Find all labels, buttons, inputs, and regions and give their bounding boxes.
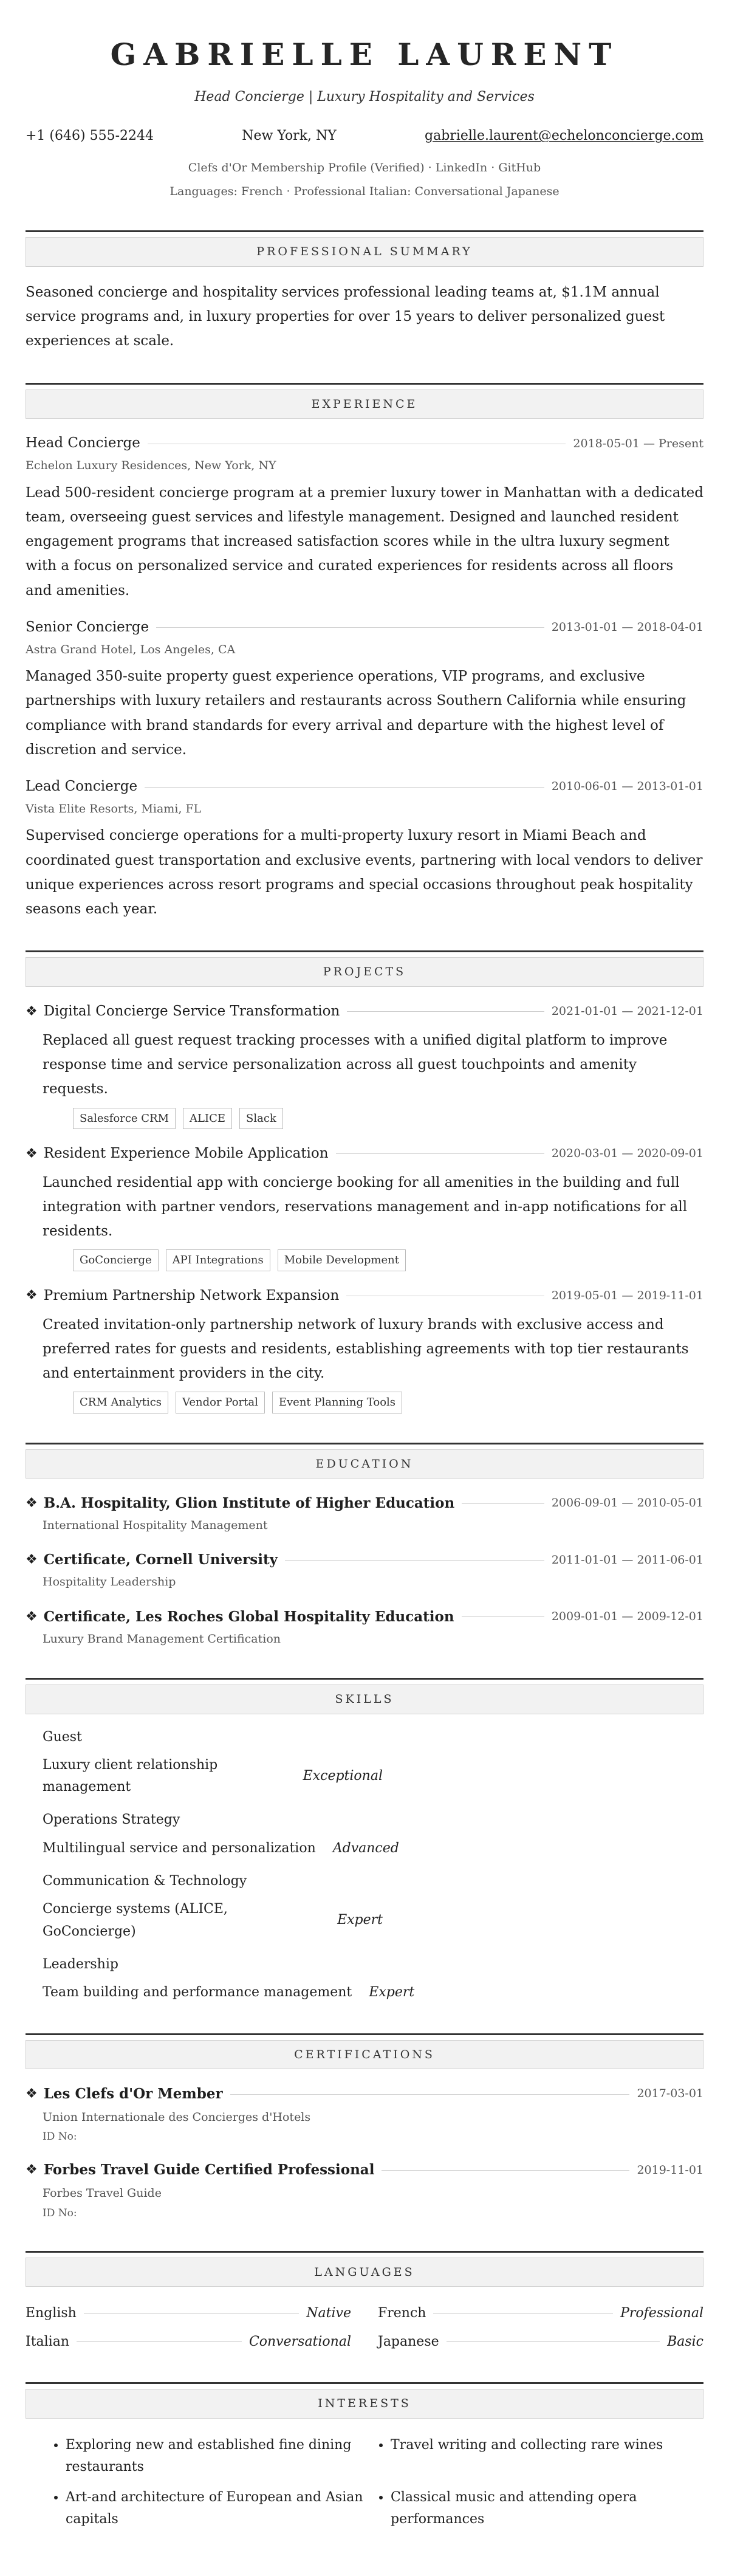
diamond-bullet-icon: ❖	[26, 2086, 38, 2101]
section-title: PROJECTS	[26, 957, 703, 987]
interest-item: • Exploring new and established fine dining restaurants	[66, 2434, 378, 2479]
experience-entry	[26, 432, 703, 603]
project-dates: 2021-01-01 — 2021-12-01	[551, 1005, 703, 1018]
language-name: Italian	[26, 2334, 70, 2349]
section-title: SKILLS	[26, 1685, 703, 1714]
languages-section	[26, 2251, 703, 2353]
certifications-section	[26, 2033, 703, 2222]
language-name: French	[378, 2306, 426, 2321]
education-entry	[26, 1606, 703, 1649]
education-dates: 2009-01-01 — 2009-12-01	[551, 1609, 703, 1623]
certification-date: 2019-11-01	[637, 2163, 703, 2177]
education-entry	[26, 1548, 703, 1592]
job-title: Head Concierge	[26, 435, 140, 452]
experience-section	[26, 383, 703, 922]
diamond-bullet-icon: ❖	[26, 1003, 38, 1019]
tech-tag: Mobile Development	[278, 1249, 406, 1271]
job-dates: 2018-05-01 — Present	[573, 436, 703, 450]
language-row	[378, 2331, 703, 2353]
job-description: Lead 500-resident concierge program at a premier luxury tower in Manhattan with a dedicated team, overseeing guest services and lifestyle management. Designed and launched resident engagement programs that increased satisfaction scores while in the ultra luxury segment with a focus on personalized service and curated experiences for residents across all floors and amenities.	[26, 484, 703, 599]
language-name: English	[26, 2306, 77, 2321]
skill-category: Communication & Technology	[43, 1874, 247, 1889]
education-dates: 2011-01-01 — 2011-06-01	[551, 1553, 703, 1567]
diamond-bullet-icon: ❖	[26, 1609, 38, 1624]
language-row	[378, 2303, 703, 2324]
skill-row	[43, 1898, 383, 1943]
project-description: Launched residential app with concierge booking for all amenities in the building and full integration with partner vendors, reservations management and in-app notifications for all residents.	[43, 1174, 688, 1240]
education-section	[26, 1443, 703, 1649]
diamond-bullet-icon: ❖	[26, 1552, 38, 1568]
skill-row	[43, 1754, 383, 1799]
company: Astra Grand Hotel, Los Angeles, CA	[26, 642, 236, 656]
skill-level: Expert	[337, 1912, 383, 1928]
project-name: Resident Experience Mobile Application	[43, 1145, 329, 1161]
certification-entry	[26, 2159, 703, 2221]
section-title: EDUCATION	[26, 1449, 703, 1479]
tech-tag: ALICE	[183, 1108, 232, 1129]
skill-category: Leadership	[43, 1956, 118, 1972]
languages-grid	[26, 2303, 703, 2353]
project-dates: 2019-05-01 — 2019-11-01	[551, 1288, 703, 1302]
education-dates: 2006-09-01 — 2010-05-01	[551, 1496, 703, 1510]
company: Vista Elite Resorts, Miami, FL	[26, 802, 202, 816]
candidate-name: GABRIELLE LAURENT	[110, 36, 619, 72]
certification-id: ID No:	[43, 2207, 77, 2219]
section-title: CERTIFICATIONS	[26, 2040, 703, 2070]
job-description: Supervised concierge operations for a multi-property luxury resort in Miami Beach and coordinated guest transportation and exclusive events, partnering with local vendors to deliver unique experiences across resort programs and special occasions throughout peak hospitality seasons each year.	[26, 828, 703, 918]
section-title: LANGUAGES	[26, 2258, 703, 2287]
diamond-bullet-icon: ❖	[26, 1145, 38, 1161]
certification-entry	[26, 2083, 703, 2145]
experience-entry	[26, 775, 703, 921]
language-name: Japanese	[378, 2334, 439, 2349]
job-title: Senior Concierge	[26, 619, 149, 635]
company: Echelon Luxury Residences, New York, NY	[26, 459, 276, 473]
skill-category: Guest	[43, 1729, 82, 1745]
job-dates: 2013-01-01 — 2018-04-01	[551, 620, 703, 634]
tech-tag: Vendor Portal	[176, 1392, 265, 1413]
skill-row	[43, 1982, 415, 2004]
diamond-bullet-icon: ❖	[26, 1288, 38, 1303]
skill-name: Multilingual service and personalization	[43, 1840, 316, 1856]
section-title: PROFESSIONAL SUMMARY	[26, 237, 703, 267]
tag-list	[73, 1392, 703, 1413]
job-dates: 2010-06-01 — 2013-01-01	[551, 780, 703, 794]
certification-name: Les Clefs d'Or Member	[43, 2086, 223, 2103]
interest-item: • Art-and architecture of European and Asian capitals	[66, 2487, 378, 2531]
interests-list	[26, 2434, 703, 2540]
section-title: EXPERIENCE	[26, 390, 703, 419]
job-title: Lead Concierge	[26, 778, 138, 795]
project-entry	[26, 1000, 703, 1129]
tech-tag: CRM Analytics	[73, 1392, 168, 1413]
project-description: Replaced all guest request tracking processes with a unified digital platform to improve response time and service personalization across all guest touchpoints and amenity requests.	[43, 1032, 668, 1097]
membership-link[interactable]: Clefs d'Or Membership Profile (Verified)	[188, 160, 425, 174]
languages-line: Languages: French · Professional Italian: Conversational Japanese	[169, 184, 560, 198]
summary-text: Seasoned concierge and hospitality services professional leading teams at, $1.1M annual service programs and, in luxury properties for over 15 years to deliver personalized guest experiences at scale.	[26, 284, 665, 349]
project-name: Premium Partnership Network Expansion	[43, 1287, 340, 1303]
certification-id: ID No:	[43, 2131, 77, 2143]
interests-section	[26, 2382, 703, 2540]
tech-tag: Salesforce CRM	[73, 1108, 176, 1129]
job-description: Managed 350-suite property guest experience operations, VIP programs, and exclusive partnerships with luxury retailers and restaurants across Southern California while ensuring compliance with brand standards for every arrival and departure with the highest level of discretion and service.	[26, 668, 686, 758]
contact-row	[26, 125, 703, 147]
education-detail: International Hospitality Management	[43, 1519, 268, 1533]
skill-level: Exceptional	[303, 1768, 383, 1784]
tag-list	[73, 1249, 703, 1271]
project-description: Created invitation-only partnership network of luxury brands with exclusive access and preferred rates for guests and residents, establishing agreements with top tier restaurants and entertainment providers in the city.	[43, 1316, 689, 1382]
tech-tag: GoConcierge	[73, 1249, 159, 1271]
profile-links: Clefs d'Or Membership Profile (Verified) · LinkedIn · GitHub	[188, 160, 541, 174]
skill-name: Concierge systems (ALICE, GoConcierge)	[43, 1901, 228, 1939]
degree: Certificate, Les Roches Global Hospitality Education	[43, 1608, 454, 1625]
education-entry	[26, 1492, 703, 1535]
skill-name: Team building and performance management	[43, 1985, 352, 2001]
linkedin-link[interactable]: LinkedIn	[435, 160, 488, 174]
project-entry	[26, 1285, 703, 1413]
language-level: Conversational	[248, 2334, 351, 2349]
certification-date: 2017-03-01	[637, 2087, 703, 2101]
github-link[interactable]: GitHub	[498, 160, 541, 174]
certification-name: Forbes Travel Guide Certified Professional	[43, 2162, 375, 2179]
diamond-bullet-icon: ❖	[26, 1495, 38, 1511]
language-level: Professional	[620, 2306, 703, 2321]
language-level: Native	[306, 2306, 351, 2321]
email-link[interactable]: gabrielle.laurent@echelonconcierge.com	[425, 128, 703, 144]
candidate-tagline: Head Concierge | Luxury Hospitality and Services	[194, 89, 535, 105]
language-row	[26, 2331, 351, 2353]
degree: B.A. Hospitality, Glion Institute of Higher Education	[43, 1495, 455, 1512]
skill-level: Advanced	[332, 1840, 399, 1856]
project-dates: 2020-03-01 — 2020-09-01	[551, 1147, 703, 1161]
summary-section	[26, 230, 703, 353]
location: New York, NY	[242, 128, 337, 144]
section-title: INTERESTS	[26, 2389, 703, 2419]
experience-entry	[26, 616, 703, 762]
skill-level: Expert	[369, 1985, 415, 2001]
skill-name: Luxury client relationship management	[43, 1757, 218, 1795]
interest-item: • Travel writing and collecting rare wines	[391, 2434, 703, 2479]
projects-section	[26, 950, 703, 1413]
skills-list	[43, 1726, 703, 2004]
education-detail: Luxury Brand Management Certification	[43, 1632, 281, 1646]
education-detail: Hospitality Leadership	[43, 1575, 176, 1589]
tag-list	[73, 1108, 703, 1129]
skill-row	[43, 1838, 399, 1860]
skill-category: Operations Strategy	[43, 1812, 180, 1828]
language-row	[26, 2303, 351, 2324]
skills-section	[26, 1678, 703, 2004]
language-level: Basic	[667, 2334, 703, 2349]
tech-tag: Slack	[239, 1108, 283, 1129]
tech-tag: Event Planning Tools	[272, 1392, 402, 1413]
degree: Certificate, Cornell University	[43, 1551, 278, 1568]
certification-issuer: Forbes Travel Guide	[43, 2186, 162, 2200]
diamond-bullet-icon: ❖	[26, 2162, 38, 2178]
project-name: Digital Concierge Service Transformation	[43, 1003, 340, 1019]
project-entry	[26, 1142, 703, 1271]
phone: +1 (646) 555-2244	[26, 128, 154, 144]
tech-tag: API Integrations	[166, 1249, 270, 1271]
certification-issuer: Union Internationale des Concierges d'Hotels	[43, 2111, 311, 2124]
interest-item: • Classical music and attending opera performances	[391, 2487, 703, 2531]
